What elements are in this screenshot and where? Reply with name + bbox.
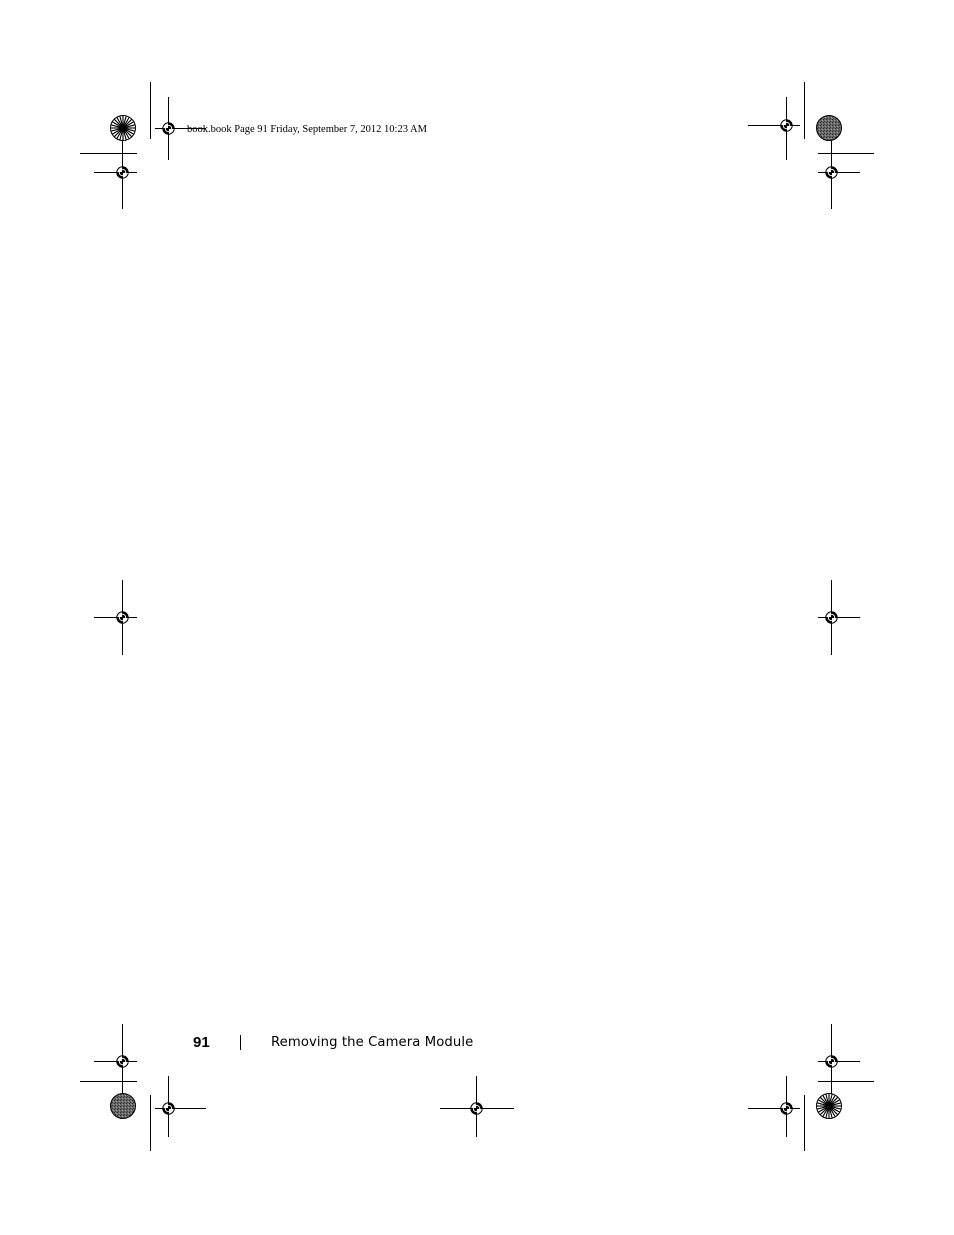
crosshair-target-icon [826,1056,837,1067]
gray-dither-circle-icon [111,1094,136,1119]
registration-lines [94,97,860,1137]
gray-dither-circle-icon [817,116,842,141]
page-footer [193,1032,473,1052]
footer-separator [240,1035,241,1050]
page-number: 91 [193,1033,210,1051]
crosshair-target-icon [826,612,837,623]
crosshair-target-icon [781,120,792,131]
crosshair-target-icon [471,1103,482,1114]
crosshair-target-icon [781,1103,792,1114]
chapter-title: Removing the Camera Module [271,1034,474,1050]
crosshair-target-icon [163,123,174,134]
crosshair-target-icon [117,1056,128,1067]
radial-star-target-icon [817,1094,842,1119]
crosshair-target-icon [826,167,837,178]
crosshair-target-icon [117,167,128,178]
radial-star-target-icon [111,116,136,141]
crosshair-target-icon [163,1103,174,1114]
crosshair-target-icon [117,612,128,623]
print-slug-header: book.book Page 91 Friday, September 7, 2012 10:23 AM [187,124,427,135]
